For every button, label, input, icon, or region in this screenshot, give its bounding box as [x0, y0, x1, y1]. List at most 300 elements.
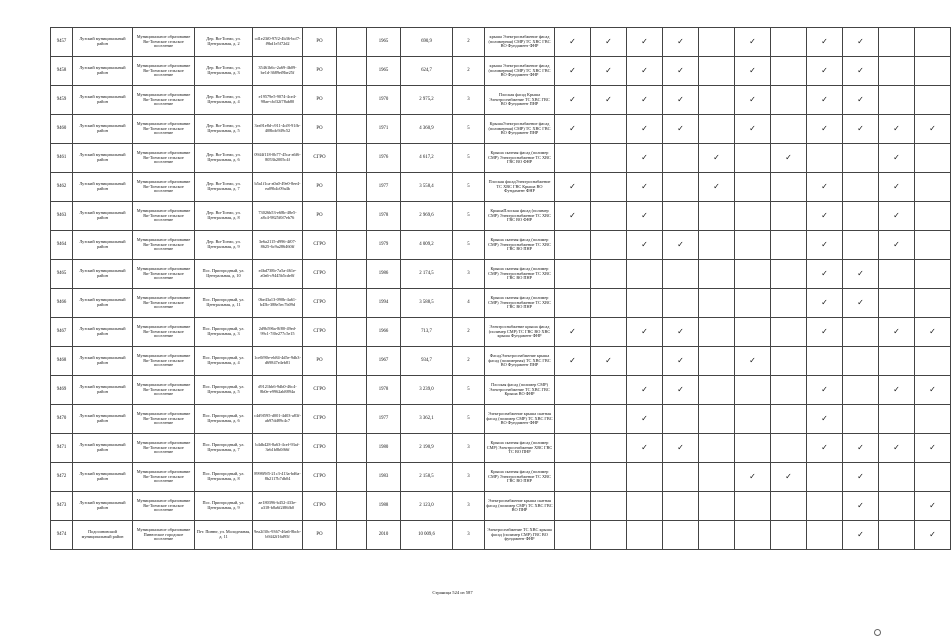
ownership-cell: СГРО: [303, 231, 337, 260]
ownership-cell: СГРО: [303, 376, 337, 405]
work-check-cell: [771, 202, 807, 231]
work-check-cell: [879, 28, 915, 57]
works-list-cell: Электроснабжение ТС ХВС крыша фасад (полимер СМР) ГВС ВО фундамент ФНР: [485, 521, 555, 550]
work-check-cell: [843, 318, 879, 347]
checkmark-icon: ✓: [749, 356, 756, 365]
work-check-cell: [627, 376, 663, 405]
work-check-cell: [771, 231, 807, 260]
work-check-cell: [591, 521, 627, 550]
checkmark-icon: ✓: [893, 211, 900, 220]
checkmark-icon: ✓: [749, 95, 756, 104]
checkmark-icon: ✓: [929, 124, 936, 133]
ownership-cell: РО: [303, 173, 337, 202]
floors-cell: 3: [453, 463, 485, 492]
checkmark-icon: ✓: [821, 414, 828, 423]
works-list-cell: крыша Электроснабжение фасад (полимерная) СМР) ТС ХВС ГВС ВО Фундамент ФНР: [485, 28, 555, 57]
address-cell: Пос. Пригородный, ул. Центральная, д. 4: [195, 347, 253, 376]
row-number-cell: 9461: [51, 144, 73, 173]
municipality-cell: Муниципальное образование Ви-Тоемское сельское поселение: [133, 376, 195, 405]
work-check-cell: [771, 318, 807, 347]
work-check-cell: [915, 173, 951, 202]
work-check-cell: [627, 347, 663, 376]
work-check-cell: [555, 57, 591, 86]
checkmark-icon: ✓: [605, 37, 612, 46]
work-check-cell: [735, 463, 771, 492]
work-check-cell: [879, 347, 915, 376]
work-check-cell: [735, 144, 771, 173]
work-check-cell: [915, 405, 951, 434]
works-list-cell: Электроснабжение крыша скатная фасад (полимер СМР) ТС ХВС ГВС ВО ПНР: [485, 492, 555, 521]
works-list-cell: крыша Электроснабжение фасад (полимерная) СМР) ТС ХВС ГВС ВО Фундамент ФНР: [485, 57, 555, 86]
work-check-cell: [879, 434, 915, 463]
work-check-cell: [843, 376, 879, 405]
floors-cell: 5: [453, 376, 485, 405]
work-check-cell: [699, 86, 735, 115]
district-cell: Лузский муниципальный район: [73, 115, 133, 144]
work-check-cell: [627, 86, 663, 115]
row-number-cell: 9474: [51, 521, 73, 550]
work-check-cell: [663, 86, 699, 115]
work-check-cell: [771, 347, 807, 376]
work-check-cell: [591, 173, 627, 202]
work-check-cell: [771, 28, 807, 57]
checkmark-icon: ✓: [893, 240, 900, 249]
floors-cell: 5: [453, 144, 485, 173]
checkmark-icon: ✓: [749, 124, 756, 133]
work-check-cell: [843, 405, 879, 434]
district-cell: Лузский муниципальный район: [73, 318, 133, 347]
blank-cell: [337, 376, 367, 405]
work-check-cell: [735, 231, 771, 260]
work-check-cell: [699, 347, 735, 376]
work-check-cell: [591, 260, 627, 289]
district-cell: Лузский муниципальный район: [73, 347, 133, 376]
work-check-cell: [843, 347, 879, 376]
floors-cell: 3: [453, 492, 485, 521]
work-check-cell: [591, 28, 627, 57]
checkmark-icon: ✓: [785, 472, 792, 481]
year-built-cell: 2010: [367, 521, 401, 550]
work-check-cell: [591, 347, 627, 376]
work-check-cell: [843, 521, 879, 550]
checkmark-icon: ✓: [857, 298, 864, 307]
fias-code-cell: c4d9f595-d001-4d03-a83f-ab97dd89c4c7: [253, 405, 303, 434]
table-row: [51, 231, 951, 260]
works-list-cell: Электроснабжение крыша фасад (полимер СМР) ТС ГВС ВО ХВС крыша Фундамент ФНР: [485, 318, 555, 347]
fias-code-cell: 3ea91e8d-c911-4cf8-91fb-408bdc949c52: [253, 115, 303, 144]
work-check-cell: [663, 231, 699, 260]
work-check-cell: [555, 347, 591, 376]
ownership-cell: СГРО: [303, 463, 337, 492]
municipality-cell: Муниципальное образование Ви-Тоемское сельское поселение: [133, 115, 195, 144]
row-number-cell: 9457: [51, 28, 73, 57]
checkmark-icon: ✓: [641, 327, 648, 336]
work-check-cell: [555, 318, 591, 347]
municipality-cell: Муниципальное образование Ви-Тоемское сельское поселение: [133, 492, 195, 521]
checkmark-icon: ✓: [893, 124, 900, 133]
work-check-cell: [663, 492, 699, 521]
checkmark-icon: ✓: [821, 298, 828, 307]
district-cell: Лузский муниципальный район: [73, 463, 133, 492]
work-check-cell: [699, 289, 735, 318]
checkmark-icon: ✓: [929, 530, 936, 539]
work-check-cell: [735, 492, 771, 521]
checkmark-icon: ✓: [857, 443, 864, 452]
work-check-cell: [879, 289, 915, 318]
work-check-cell: [555, 376, 591, 405]
work-check-cell: [591, 492, 627, 521]
work-check-cell: [879, 57, 915, 86]
work-check-cell: [663, 115, 699, 144]
work-check-cell: [915, 492, 951, 521]
work-check-cell: [843, 492, 879, 521]
checkmark-icon: ✓: [857, 124, 864, 133]
checkmark-icon: ✓: [821, 66, 828, 75]
row-number-cell: 9469: [51, 376, 73, 405]
work-check-cell: [591, 57, 627, 86]
work-check-cell: [735, 347, 771, 376]
work-check-cell: [699, 521, 735, 550]
area-cell: 934,7: [401, 347, 453, 376]
checkmark-icon: ✓: [641, 66, 648, 75]
work-check-cell: [807, 28, 843, 57]
floors-cell: 3: [453, 521, 485, 550]
year-built-cell: 1965: [367, 28, 401, 57]
work-check-cell: [843, 57, 879, 86]
work-check-cell: [663, 173, 699, 202]
work-check-cell: [807, 347, 843, 376]
fias-code-cell: b5a1f1ca-a0a0-49e0-8ee4-ea09b4c09a4b: [253, 173, 303, 202]
work-check-cell: [663, 318, 699, 347]
checkmark-icon: ✓: [821, 95, 828, 104]
floors-cell: 5: [453, 115, 485, 144]
work-check-cell: [879, 260, 915, 289]
municipality-cell: Муниципальное образование Ви-Тоемское сельское поселение: [133, 260, 195, 289]
work-check-cell: [627, 115, 663, 144]
works-list-cell: Крыша скатная фасад (полимер СМР) Электроснабжение ТС ХВС ГВС ВО ПНР: [485, 231, 555, 260]
district-cell: Лузский муниципальный район: [73, 231, 133, 260]
year-built-cell: 1967: [367, 347, 401, 376]
municipality-cell: Муниципальное образование Ви-Тоемское сельское поселение: [133, 202, 195, 231]
district-cell: Лузский муниципальный район: [73, 202, 133, 231]
work-check-cell: [807, 86, 843, 115]
checkmark-icon: ✓: [749, 37, 756, 46]
work-check-cell: [591, 289, 627, 318]
work-check-cell: [555, 173, 591, 202]
checkmark-icon: ✓: [677, 240, 684, 249]
district-cell: Лузский муниципальный район: [73, 492, 133, 521]
table-row: [51, 260, 951, 289]
work-check-cell: [879, 376, 915, 405]
row-number-cell: 9459: [51, 86, 73, 115]
ownership-cell: СГРО: [303, 405, 337, 434]
checkmark-icon: ✓: [857, 37, 864, 46]
work-check-cell: [843, 260, 879, 289]
work-check-cell: [771, 115, 807, 144]
fias-code-cell: ae180396-b452-433e-a318-b8a6f2f86fb0: [253, 492, 303, 521]
work-check-cell: [807, 434, 843, 463]
work-check-cell: [915, 115, 951, 144]
work-check-cell: [879, 173, 915, 202]
area-cell: 3 239,0: [401, 376, 453, 405]
checkmark-icon: ✓: [821, 37, 828, 46]
checkmark-icon: ✓: [893, 182, 900, 191]
table-row: [51, 289, 951, 318]
work-check-cell: [627, 405, 663, 434]
checkmark-icon: ✓: [641, 153, 648, 162]
checkmark-icon: ✓: [569, 356, 576, 365]
blank-cell: [337, 289, 367, 318]
ownership-cell: СГРО: [303, 289, 337, 318]
work-check-cell: [807, 115, 843, 144]
blank-cell: [337, 202, 367, 231]
work-check-cell: [699, 318, 735, 347]
work-check-cell: [915, 86, 951, 115]
checkmark-icon: ✓: [641, 385, 648, 394]
municipality-cell: Муниципальное образование Ви-Тоемское сельское поселение: [133, 347, 195, 376]
work-check-cell: [843, 463, 879, 492]
district-cell: Лузский муниципальный район: [73, 289, 133, 318]
checkmark-icon: ✓: [821, 124, 828, 133]
work-check-cell: [879, 231, 915, 260]
year-built-cell: 1978: [367, 376, 401, 405]
district-cell: Лузский муниципальный район: [73, 405, 133, 434]
works-list-cell: КрышаПлоская фасад (полимер СМР) Электроснабжение ТС ХВС ГВС ВО ФНР: [485, 202, 555, 231]
work-check-cell: [807, 231, 843, 260]
work-check-cell: [771, 260, 807, 289]
work-check-cell: [555, 521, 591, 550]
checkmark-icon: ✓: [641, 211, 648, 220]
work-check-cell: [735, 173, 771, 202]
blank-cell: [337, 57, 367, 86]
work-check-cell: [555, 202, 591, 231]
row-number-cell: 9473: [51, 492, 73, 521]
floors-cell: 3: [453, 434, 485, 463]
table-row: [51, 434, 951, 463]
row-number-cell: 9467: [51, 318, 73, 347]
checkmark-icon: ✓: [677, 443, 684, 452]
work-check-cell: [627, 289, 663, 318]
work-check-cell: [735, 289, 771, 318]
work-check-cell: [663, 144, 699, 173]
address-cell: Дер. Ви-Тоемо, ул. Центральная, д. 4: [195, 86, 253, 115]
row-number-cell: 9471: [51, 434, 73, 463]
fias-code-cell: 9ea2f30c-9367-46a6-8bcb-b9442f16d95f: [253, 521, 303, 550]
work-check-cell: [843, 289, 879, 318]
floors-cell: 2: [453, 318, 485, 347]
work-check-cell: [915, 434, 951, 463]
checkmark-icon: ✓: [641, 414, 648, 423]
address-cell: Пос. Пригородный, ул. Центральная, д. 9: [195, 492, 253, 521]
work-check-cell: [771, 289, 807, 318]
work-check-cell: [663, 521, 699, 550]
checkmark-icon: ✓: [785, 153, 792, 162]
work-check-cell: [699, 231, 735, 260]
work-check-cell: [699, 492, 735, 521]
work-check-cell: [627, 521, 663, 550]
municipality-cell: Муниципальное образование Ви-Тоемское сельское поселение: [133, 405, 195, 434]
address-cell: Пос. Пригородный, ул. Центральная, д. 11: [195, 289, 253, 318]
municipality-cell: Муниципальное образование Ви-Тоемское сельское поселение: [133, 434, 195, 463]
ownership-cell: СГРО: [303, 144, 337, 173]
fias-code-cell: d9121bb6-9db0-46c4-8b0e-e9962ab8894a: [253, 376, 303, 405]
work-check-cell: [699, 202, 735, 231]
floors-cell: 2: [453, 347, 485, 376]
ownership-cell: РО: [303, 521, 337, 550]
work-check-cell: [735, 115, 771, 144]
checkmark-icon: ✓: [605, 356, 612, 365]
work-check-cell: [699, 260, 735, 289]
address-cell: Дер. Ви-Тоемо, ул. Центральная, д. 8: [195, 202, 253, 231]
work-check-cell: [735, 57, 771, 86]
work-check-cell: [807, 463, 843, 492]
fias-code-cell: 1ce0f90e-eb84-4d5e-9db3-d69847e4eb81: [253, 347, 303, 376]
work-check-cell: [591, 231, 627, 260]
fias-code-cell: cd1e23f0-97f2-4b36-bcf7-f9bd1e5f72d2: [253, 28, 303, 57]
area-cell: 2 174,5: [401, 260, 453, 289]
work-check-cell: [807, 318, 843, 347]
work-check-cell: [735, 521, 771, 550]
area-cell: 690,9: [401, 28, 453, 57]
ownership-cell: СГРО: [303, 492, 337, 521]
checkmark-icon: ✓: [857, 269, 864, 278]
work-check-cell: [591, 434, 627, 463]
floors-cell: 2: [453, 28, 485, 57]
work-check-cell: [843, 86, 879, 115]
works-list-cell: Плоская фасадЭлектроснабжение ТС ХВС ГВС Крыша ВО Фундамент ФНР: [485, 173, 555, 202]
area-cell: 2 190,9: [401, 434, 453, 463]
checkmark-icon: ✓: [893, 327, 900, 336]
work-check-cell: [627, 144, 663, 173]
municipality-cell: Муниципальное образование Ви-Тоемское сельское поселение: [133, 57, 195, 86]
table-row: [51, 57, 951, 86]
blank-cell: [337, 521, 367, 550]
district-cell: Лузский муниципальный район: [73, 376, 133, 405]
municipality-cell: Муниципальное образование Ви-Тоемское сельское поселение: [133, 86, 195, 115]
work-check-cell: [591, 318, 627, 347]
table-row: [51, 318, 951, 347]
checkmark-icon: ✓: [569, 327, 576, 336]
address-cell: Пос. Пригородный, ул. Центральная, д. 3: [195, 318, 253, 347]
row-number-cell: 9463: [51, 202, 73, 231]
work-check-cell: [627, 492, 663, 521]
checkmark-icon: ✓: [821, 443, 828, 452]
checkmark-icon: ✓: [677, 37, 684, 46]
work-check-cell: [879, 318, 915, 347]
work-check-cell: [555, 260, 591, 289]
row-number-cell: 9460: [51, 115, 73, 144]
table-row: [51, 28, 951, 57]
checkmark-icon: ✓: [929, 327, 936, 336]
checkmark-icon: ✓: [929, 501, 936, 510]
checkmark-icon: ✓: [569, 211, 576, 220]
area-cell: 10 009,6: [401, 521, 453, 550]
work-check-cell: [627, 260, 663, 289]
row-number-cell: 9465: [51, 260, 73, 289]
address-cell: Пос. Пригородный, ул. Центральная, д. 5: [195, 376, 253, 405]
year-built-cell: 1971: [367, 115, 401, 144]
work-check-cell: [771, 144, 807, 173]
work-check-cell: [663, 434, 699, 463]
work-check-cell: [879, 463, 915, 492]
ownership-cell: РО: [303, 28, 337, 57]
work-check-cell: [735, 318, 771, 347]
ownership-cell: РО: [303, 86, 337, 115]
work-check-cell: [807, 492, 843, 521]
work-check-cell: [915, 521, 951, 550]
year-built-cell: 1970: [367, 86, 401, 115]
area-cell: 2 975,2: [401, 86, 453, 115]
work-check-cell: [879, 144, 915, 173]
work-check-cell: [807, 202, 843, 231]
municipality-cell: Муниципальное образование Пинюгское городское поселение: [133, 521, 195, 550]
checkmark-icon: ✓: [641, 182, 648, 191]
work-check-cell: [591, 86, 627, 115]
work-check-cell: [735, 434, 771, 463]
address-cell: Дер. Ви-Тоемо, ул. Центральная, д. 6: [195, 144, 253, 173]
checkmark-icon: ✓: [821, 240, 828, 249]
district-cell: Лузский муниципальный район: [73, 434, 133, 463]
work-check-cell: [807, 144, 843, 173]
work-check-cell: [915, 463, 951, 492]
year-built-cell: 1976: [367, 144, 401, 173]
houses-register-table: [50, 27, 951, 550]
row-number-cell: 9462: [51, 173, 73, 202]
work-check-cell: [663, 405, 699, 434]
year-built-cell: 1979: [367, 231, 401, 260]
table-row: [51, 173, 951, 202]
checkmark-icon: ✓: [641, 37, 648, 46]
work-check-cell: [771, 405, 807, 434]
year-built-cell: 1977: [367, 405, 401, 434]
work-check-cell: [807, 405, 843, 434]
table-row: [51, 376, 951, 405]
work-check-cell: [915, 260, 951, 289]
work-check-cell: [699, 376, 735, 405]
work-check-cell: [843, 202, 879, 231]
checkmark-icon: ✓: [749, 472, 756, 481]
checkmark-icon: ✓: [749, 66, 756, 75]
work-check-cell: [555, 28, 591, 57]
work-check-cell: [843, 144, 879, 173]
checkmark-icon: ✓: [893, 385, 900, 394]
blank-cell: [337, 260, 367, 289]
work-check-cell: [663, 260, 699, 289]
work-check-cell: [807, 376, 843, 405]
checkmark-icon: ✓: [821, 211, 828, 220]
work-check-cell: [879, 202, 915, 231]
work-check-cell: [735, 202, 771, 231]
year-built-cell: 1966: [367, 318, 401, 347]
table-row: [51, 144, 951, 173]
work-check-cell: [591, 376, 627, 405]
address-cell: Дер. Ви-Тоемо, ул. Центральная, д. 9: [195, 231, 253, 260]
area-cell: 4 360,9: [401, 115, 453, 144]
area-cell: 3 362,1: [401, 405, 453, 434]
area-cell: 3 558,4: [401, 173, 453, 202]
year-built-cell: 1978: [367, 202, 401, 231]
row-number-cell: 9472: [51, 463, 73, 492]
work-check-cell: [663, 347, 699, 376]
fias-code-cell: 35461b6c-2a69-4b09-be1d-3689ef8be25f: [253, 57, 303, 86]
floors-cell: 3: [453, 86, 485, 115]
work-check-cell: [627, 202, 663, 231]
ownership-cell: РО: [303, 347, 337, 376]
work-check-cell: [627, 28, 663, 57]
floors-cell: 5: [453, 405, 485, 434]
table-row: [51, 405, 951, 434]
work-check-cell: [663, 57, 699, 86]
